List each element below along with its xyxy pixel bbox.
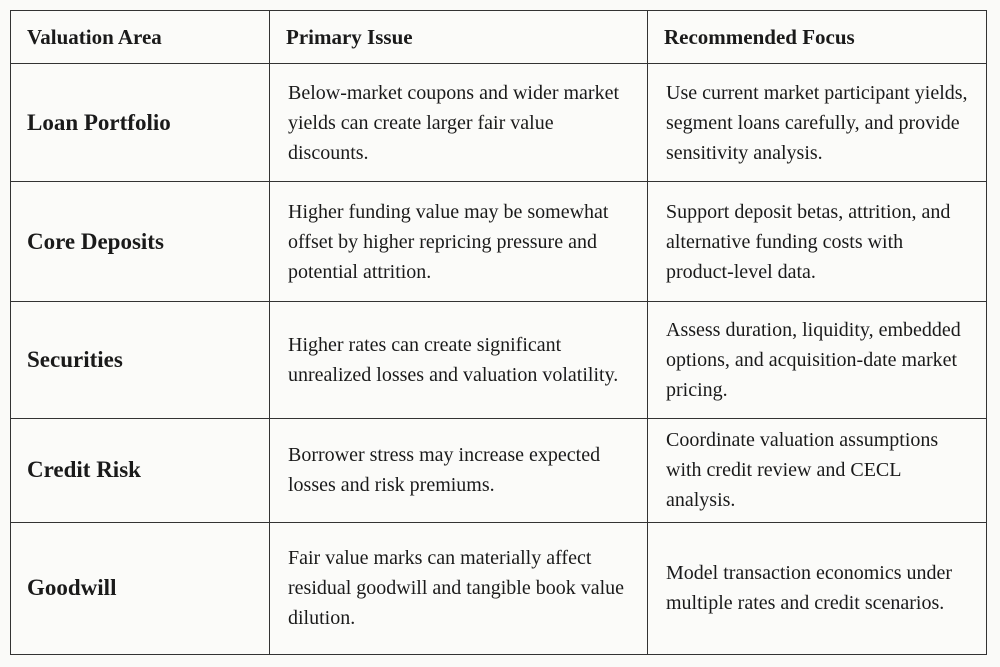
- valuation-table-container: [10, 10, 986, 655]
- table-row: [11, 301, 987, 418]
- recommended-focus-cell: Model transaction economics under multiple rates and credit scenarios.: [648, 522, 987, 654]
- table-header-row: [11, 11, 987, 64]
- primary-issue-cell: Borrower stress may increase expected losses and risk premiums.: [270, 419, 648, 522]
- valuation-area-cell: Credit Risk: [11, 419, 270, 522]
- recommended-focus-cell: Coordinate valuation assumptions with credit review and CECL analysis.: [648, 419, 987, 522]
- recommended-focus-cell: Use current market participant yields, segment loans carefully, and provide sensitivity analysis.: [648, 64, 987, 182]
- valuation-area-cell: Core Deposits: [11, 182, 270, 301]
- table-row: [11, 419, 987, 522]
- valuation-area-cell: Goodwill: [11, 522, 270, 654]
- valuation-table: [10, 10, 987, 655]
- primary-issue-cell: Below-market coupons and wider market yields can create larger fair value discounts.: [270, 64, 648, 182]
- table-row: [11, 182, 987, 301]
- primary-issue-cell: Higher rates can create significant unrealized losses and valuation volatility.: [270, 301, 648, 418]
- valuation-area-cell: Securities: [11, 301, 270, 418]
- column-header-valuation-area: Valuation Area: [11, 11, 270, 64]
- valuation-area-cell: Loan Portfolio: [11, 64, 270, 182]
- recommended-focus-cell: Support deposit betas, attrition, and alternative funding costs with product-level data.: [648, 182, 987, 301]
- primary-issue-cell: Fair value marks can materially affect residual goodwill and tangible book value dilution.: [270, 522, 648, 654]
- column-header-primary-issue: Primary Issue: [270, 11, 648, 64]
- column-header-recommended-focus: Recommended Focus: [648, 11, 987, 64]
- recommended-focus-cell: Assess duration, liquidity, embedded options, and acquisition-date market pricing.: [648, 301, 987, 418]
- table-row: [11, 64, 987, 182]
- table-row: [11, 522, 987, 654]
- primary-issue-cell: Higher funding value may be somewhat offset by higher repricing pressure and potential attrition.: [270, 182, 648, 301]
